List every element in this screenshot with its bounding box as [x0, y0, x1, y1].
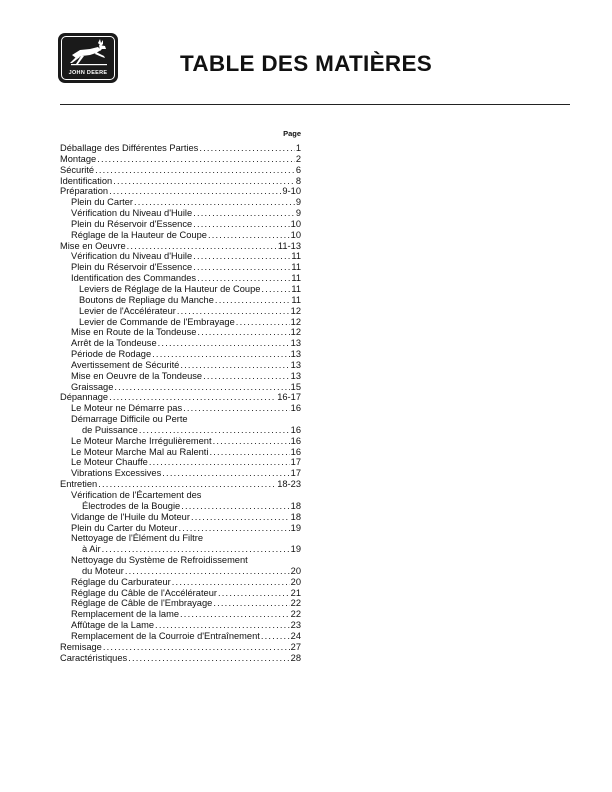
toc-entry	[60, 241, 301, 252]
toc-entry-label: Remplacement de la Courroie d'Entraînement	[71, 630, 260, 641]
toc-entry-label: Réglage de Câble de l'Embrayage	[71, 598, 213, 609]
toc-leader-dots	[193, 262, 290, 273]
toc-entry-page: 16-17	[277, 392, 301, 403]
toc-entry	[60, 653, 301, 664]
toc-entry	[60, 230, 301, 241]
toc-entry-label: Vérification du Niveau d'Huile	[71, 251, 193, 262]
toc-entry	[60, 403, 301, 414]
toc-entry-page: 24	[290, 630, 301, 641]
toc-entry	[60, 490, 301, 501]
toc-entry-label: Plein du Réservoir d'Essence	[71, 262, 193, 273]
table-of-contents	[60, 129, 301, 664]
toc-entry-label: Le Moteur Marche Mal au Ralenti	[71, 446, 209, 457]
toc-entry-label: Vibrations Excessives	[71, 468, 162, 479]
toc-entry	[60, 566, 301, 577]
toc-entry-page: 16	[290, 446, 301, 457]
toc-leader-dots	[134, 197, 295, 208]
toc-entry-label: Caractéristiques	[60, 652, 128, 663]
toc-entry	[60, 447, 301, 458]
toc-entry	[60, 512, 301, 523]
toc-entry-label: Réglage de la Hauteur de Coupe	[71, 229, 207, 240]
toc-leader-dots	[102, 544, 290, 555]
toc-entry-label: Déballage des Différentes Parties	[60, 143, 199, 153]
toc-entry-label: Graissage	[71, 381, 114, 392]
toc-leader-dots	[261, 631, 290, 642]
toc-entry-page: 19	[290, 544, 301, 555]
toc-entry-label: Levier de l'Accélérateur	[79, 305, 176, 316]
toc-leader-dots	[128, 653, 289, 664]
toc-entry-label: Arrêt de la Tondeuse	[71, 338, 157, 349]
toc-entry	[60, 609, 301, 620]
toc-entry-page: 10	[290, 218, 301, 229]
toc-entry	[60, 533, 301, 544]
toc-entry-label: Plein du Réservoir d'Essence	[71, 218, 193, 229]
toc-entry-label: Remplacement de la lame	[71, 609, 179, 620]
toc-entry-page: 11-13	[277, 240, 301, 251]
header-divider	[60, 104, 570, 105]
toc-entry-page: 22	[290, 598, 301, 609]
toc-entry	[60, 523, 301, 534]
toc-entry-page: 9	[295, 197, 301, 208]
page-column-header: Page	[283, 129, 301, 138]
toc-entry-label: Le Moteur ne Démarre pas	[71, 403, 183, 414]
toc-entry-page: 13	[290, 370, 301, 381]
toc-leader-dots	[113, 176, 295, 187]
toc-list	[60, 143, 301, 664]
toc-entry-label: de Puissance	[82, 424, 138, 435]
toc-entry-label: Mise en Oeuvre	[60, 240, 126, 251]
toc-entry-page: 11	[291, 251, 301, 262]
toc-entry	[60, 306, 301, 317]
toc-leader-dots	[95, 165, 295, 176]
toc-leader-dots	[109, 392, 276, 403]
toc-entry-page: 13	[290, 338, 301, 349]
toc-leader-dots	[103, 642, 290, 653]
toc-entry-label: Mise en Oeuvre de la Tondeuse	[71, 370, 203, 381]
toc-entry-page: 16	[290, 435, 301, 446]
toc-entry-label: Identification	[60, 175, 113, 186]
toc-entry-label: Démarrage Difficile ou Perte	[71, 414, 188, 425]
toc-entry-page: 13	[290, 359, 301, 370]
toc-entry	[60, 588, 301, 599]
toc-entry	[60, 284, 301, 295]
toc-entry-page: 20	[290, 576, 301, 587]
toc-entry	[60, 219, 301, 230]
toc-leader-dots	[193, 219, 290, 230]
toc-entry-page: 12	[290, 316, 301, 327]
toc-entry-page: 6	[295, 164, 301, 175]
toc-entry	[60, 468, 301, 479]
toc-entry-label: Réglage du Carburateur	[71, 576, 171, 587]
toc-entry	[60, 262, 301, 273]
toc-entry-page: 9-10	[282, 186, 301, 197]
toc-leader-dots	[158, 338, 290, 349]
toc-entry	[60, 273, 301, 284]
toc-entry-label: Identification des Commandes	[71, 273, 197, 284]
toc-entry-page: 17	[290, 457, 301, 468]
toc-leader-dots	[199, 143, 295, 154]
toc-leader-dots	[109, 186, 281, 197]
toc-leader-dots	[197, 273, 290, 284]
toc-entry-page: 27	[290, 641, 301, 652]
toc-entry-page: 17	[290, 468, 301, 479]
toc-entry-page: 23	[290, 620, 301, 631]
toc-entry-label: Affûtage de la Lame	[71, 620, 155, 631]
toc-entry-page: 13	[290, 349, 301, 360]
toc-entry	[60, 251, 301, 262]
toc-leader-dots	[162, 468, 289, 479]
toc-entry	[60, 165, 301, 176]
toc-entry	[60, 143, 301, 154]
toc-entry	[60, 382, 301, 393]
toc-entry-label: Boutons de Repliage du Manche	[79, 294, 214, 305]
toc-entry-label: Le Moteur Chauffe	[71, 457, 148, 468]
toc-entry-label: Plein du Carter du Moteur	[71, 522, 178, 533]
toc-entry	[60, 327, 301, 338]
toc-leader-dots	[152, 349, 290, 360]
toc-entry-page: 15	[290, 381, 301, 392]
toc-entry-page: 19	[290, 522, 301, 533]
toc-entry-label: à Air	[82, 544, 101, 555]
toc-entry	[60, 360, 301, 371]
toc-entry-label: Préparation	[60, 186, 109, 197]
toc-leader-dots	[197, 327, 289, 338]
toc-entry-label: Mise en Route de la Tondeuse	[71, 327, 197, 338]
toc-leader-dots	[215, 295, 290, 306]
toc-entry	[60, 154, 301, 165]
toc-leader-dots	[178, 523, 289, 534]
toc-leader-dots	[125, 566, 290, 577]
toc-leader-dots	[155, 620, 290, 631]
toc-entry-page: 28	[290, 652, 301, 663]
toc-entry-label: Plein du Carter	[71, 197, 134, 208]
toc-entry	[60, 349, 301, 360]
toc-entry-label: Le Moteur Marche Irrégulièrement	[71, 435, 212, 446]
toc-entry	[60, 631, 301, 642]
toc-entry	[60, 555, 301, 566]
toc-entry-label: Entretien	[60, 479, 98, 490]
toc-entry-label: Vérification de l'Écartement des	[71, 490, 202, 500]
toc-entry	[60, 457, 301, 468]
toc-entry-page: 11	[291, 273, 301, 284]
toc-entry	[60, 544, 301, 555]
toc-entry-label: du Moteur	[82, 565, 124, 576]
toc-leader-dots	[97, 154, 295, 165]
toc-entry-page: 22	[290, 609, 301, 620]
toc-entry	[60, 598, 301, 609]
toc-leader-dots	[213, 598, 289, 609]
toc-entry-label: Vidange de l'Huile du Moteur	[71, 511, 190, 522]
toc-entry-page: 12	[290, 305, 301, 316]
toc-leader-dots	[139, 425, 290, 436]
toc-entry-page: 21	[290, 587, 301, 598]
toc-entry-page: 1	[295, 143, 301, 153]
toc-entry-label: Nettoyage de l'Élément du Filtre	[71, 533, 203, 544]
toc-leader-dots	[181, 501, 289, 512]
toc-entry	[60, 295, 301, 306]
toc-entry	[60, 620, 301, 631]
toc-leader-dots	[218, 588, 290, 599]
toc-entry-label: Levier de Commande de l'Embrayage	[79, 316, 235, 327]
toc-leader-dots	[203, 371, 290, 382]
toc-entry-page: 18-23	[277, 479, 301, 490]
toc-entry-label: Période de Rodage	[71, 349, 152, 360]
toc-leader-dots	[183, 403, 290, 414]
toc-entry	[60, 642, 301, 653]
toc-leader-dots	[180, 609, 290, 620]
toc-entry-page: 2	[295, 153, 301, 164]
toc-entry-page: 11	[291, 262, 301, 273]
toc-entry-label: Nettoyage du Système de Refroidissement	[71, 555, 248, 566]
toc-entry-page: 11	[291, 283, 301, 294]
toc-entry	[60, 338, 301, 349]
toc-entry-label: Électrodes de la Bougie	[82, 500, 181, 511]
toc-entry-page: 16	[290, 403, 301, 414]
toc-leader-dots	[172, 577, 290, 588]
toc-leader-dots	[193, 208, 295, 219]
john-deere-logo	[58, 33, 118, 83]
toc-entry-label: Vérification du Niveau d'Huile	[71, 208, 193, 219]
toc-leader-dots	[209, 447, 289, 458]
toc-entry	[60, 392, 301, 403]
toc-leader-dots	[149, 457, 290, 468]
toc-entry-label: Dépannage	[60, 392, 109, 403]
toc-entry	[60, 425, 301, 436]
toc-leader-dots	[193, 251, 290, 262]
toc-leader-dots	[98, 479, 276, 490]
toc-entry	[60, 186, 301, 197]
toc-entry-page: 11	[291, 294, 301, 305]
toc-leader-dots	[213, 436, 290, 447]
toc-entry	[60, 197, 301, 208]
toc-entry	[60, 208, 301, 219]
toc-entry	[60, 501, 301, 512]
toc-leader-dots	[191, 512, 290, 523]
toc-leader-dots	[180, 360, 289, 371]
toc-entry-page: 16	[290, 424, 301, 435]
toc-entry	[60, 436, 301, 447]
toc-entry-label: Remisage	[60, 641, 102, 652]
toc-leader-dots	[177, 306, 290, 317]
toc-leader-dots	[127, 241, 277, 252]
toc-entry-page: 18	[290, 511, 301, 522]
toc-entry-label: Montage	[60, 153, 97, 164]
toc-entry-page: 18	[290, 500, 301, 511]
toc-entry-label: Réglage du Câble de l'Accélérateur	[71, 587, 217, 598]
toc-entry	[60, 371, 301, 382]
toc-leader-dots	[114, 382, 289, 393]
logo-wordmark: JOHN DEERE	[68, 70, 108, 76]
toc-entry	[60, 317, 301, 328]
toc-entry-label: Avertissement de Sécurité	[71, 359, 180, 370]
deer-icon	[68, 39, 112, 69]
toc-entry	[60, 577, 301, 588]
toc-entry-page: 12	[290, 327, 301, 338]
toc-entry-label: Sécurité	[60, 164, 95, 175]
toc-entry-page: 20	[290, 565, 301, 576]
toc-entry-label: Leviers de Réglage de la Hauteur de Coupe	[79, 283, 261, 294]
toc-entry-page: 8	[295, 175, 301, 186]
toc-entry-page: 9	[295, 208, 301, 219]
toc-entry-page: 10	[290, 229, 301, 240]
toc-entry	[60, 479, 301, 490]
toc-entry	[60, 414, 301, 425]
toc-leader-dots	[208, 230, 290, 241]
toc-leader-dots	[236, 317, 290, 328]
page-title: TABLE DES MATIÈRES	[180, 51, 433, 76]
toc-entry	[60, 176, 301, 187]
toc-leader-dots	[261, 284, 290, 295]
